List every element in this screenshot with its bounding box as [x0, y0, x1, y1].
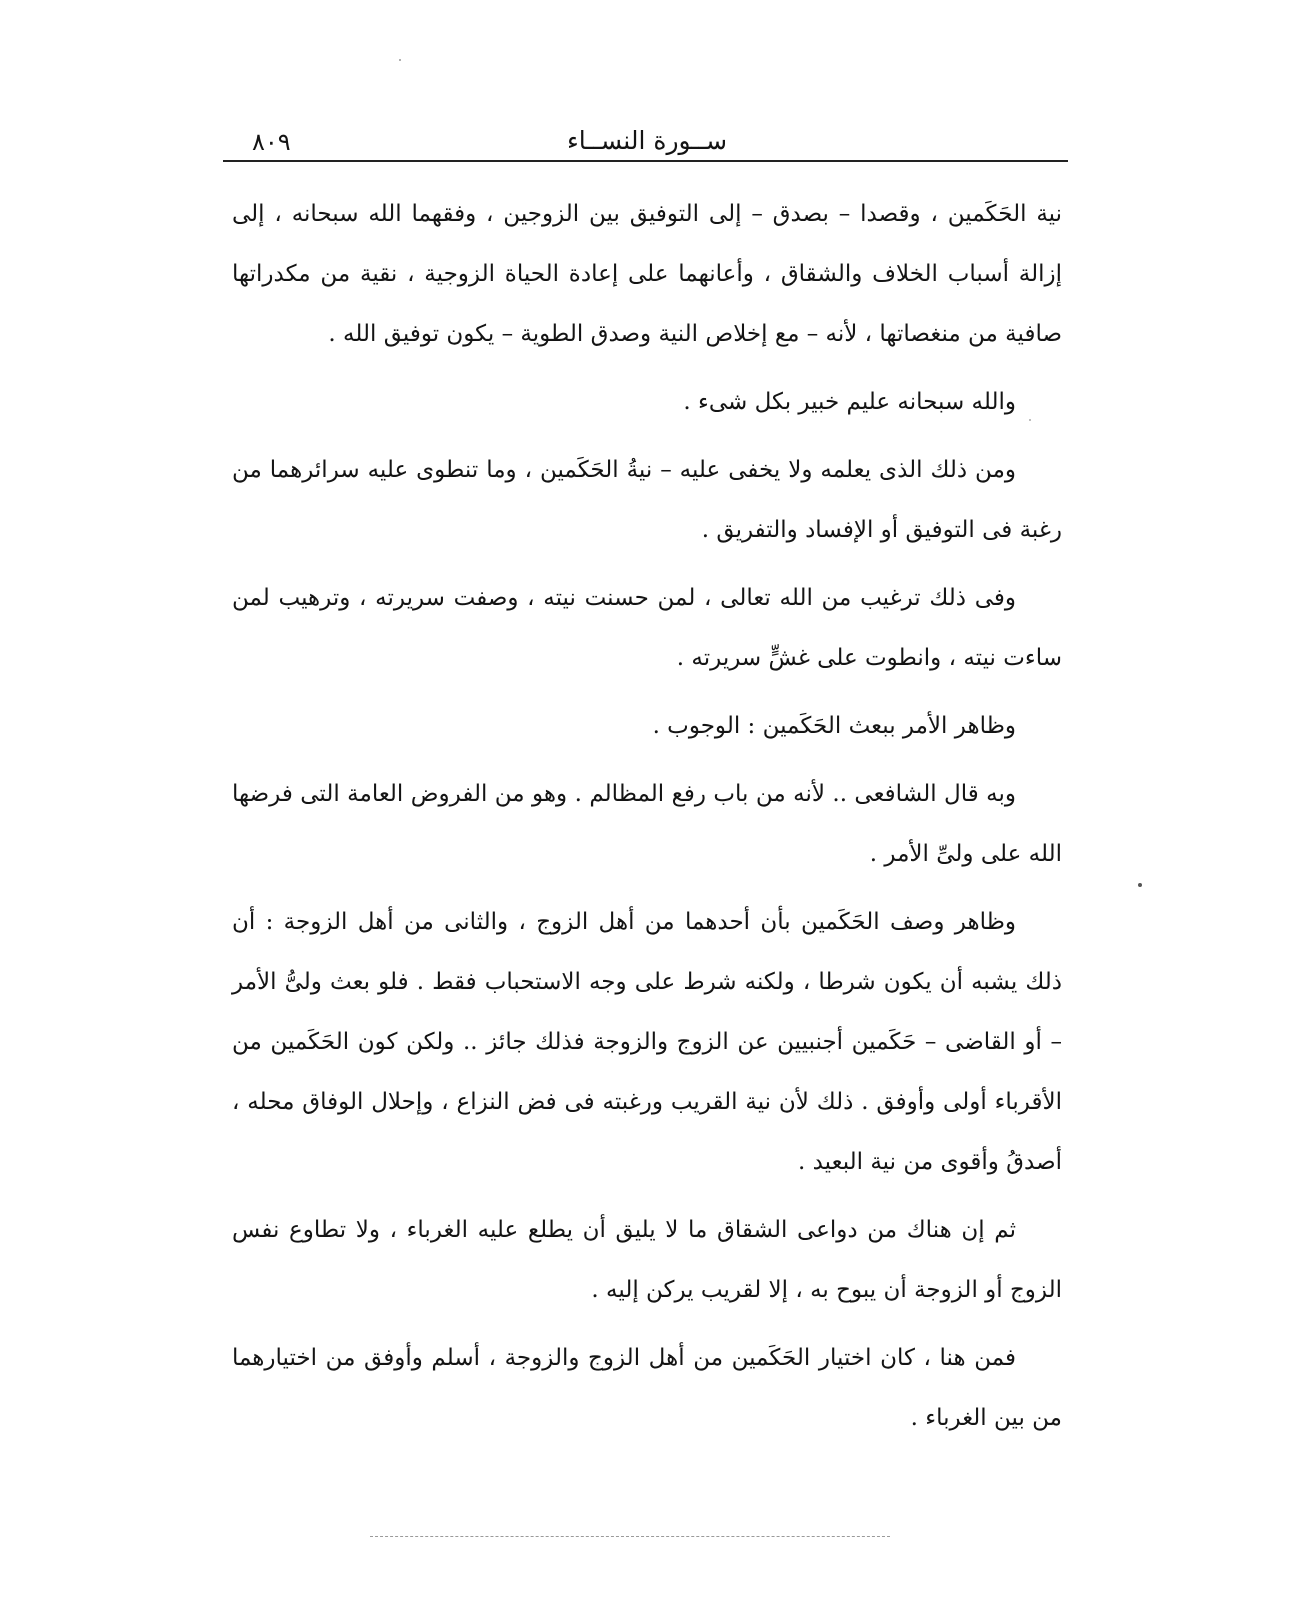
speck: [1138, 883, 1142, 887]
paragraph-3: ومن ذلك الذى يعلمه ولا يخفى عليه – نيةُ الحَكَمين ، وما تنطوى عليه سرائرهما من رغبة فى التوفيق أو الإفساد والتفريق .: [232, 457, 1062, 543]
paragraph-5: وظاهر الأمر ببعث الحَكَمين : الوجوب .: [652, 713, 1016, 739]
paragraph-6: وبه قال الشافعى .. لأنه من باب رفع المظالم . وهو من الفروض العامة التى فرضها الله على ولىِّ الأمر .: [232, 781, 1062, 867]
paragraph-9: فمن هنا ، كان اختيار الحَكَمين من أهل الزوج والزوجة ، أسلم وأوفق من اختيارهما من بين الغرباء .: [232, 1345, 1062, 1431]
speck: [399, 59, 401, 61]
page-number: ٨٠٩: [252, 128, 291, 156]
paragraph-2: والله سبحانه عليم خبير بكل شىء .: [683, 389, 1016, 415]
paragraph-7: وظاهر وصف الحَكَمين بأن أحدهما من أهل الزوج ، والثانى من أهل الزوجة : أن ذلك يشبه أن يكون شرطا ، ولكنه شرط على وجه الاستحباب فقط . فلو بعث ولىُّ الأمر – أو القاضى – حَكَمين أجنبيين عن الزوج والزوجة فذلك جائز .. ولكن كون الحَكَمين من الأقرباء أولى وأوفق . ذلك لأن نية القريب ورغبته فى فض النزاع ، وإحلال الوفاق محله ، أصدقُ وأقوى من نية البعيد .: [232, 909, 1062, 1175]
paragraph-1: نية الحَكَمين ، وقصدا – بصدق – إلى التوفيق بين الزوجين ، وفقهما الله سبحانه ، إلى إزالة أسباب الخلاف والشقاق ، وأعانهما على إعادة الحياة الزوجية ، نقية من مكدراتها صافية من منغصاتها ، لأنه – مع إخلاص النية وصدق الطوية – يكون توفيق الله .: [232, 201, 1062, 347]
surah-title: ســورة النســاء: [566, 126, 728, 155]
paragraph-8: ثم إن هناك من دواعى الشقاق ما لا يليق أن يطلع عليه الغرباء ، ولا تطاوع نفس الزوج أو الزوجة أن يبوح به ، إلا لقريب يركن إليه .: [232, 1217, 1062, 1303]
speck: [1029, 419, 1031, 421]
paragraph-4: وفى ذلك ترغيب من الله تعالى ، لمن حسنت نيته ، وصفت سريرته ، وترهيب لمن ساءت نيته ، وانطوت على غشٍّ سريرته .: [232, 585, 1062, 671]
